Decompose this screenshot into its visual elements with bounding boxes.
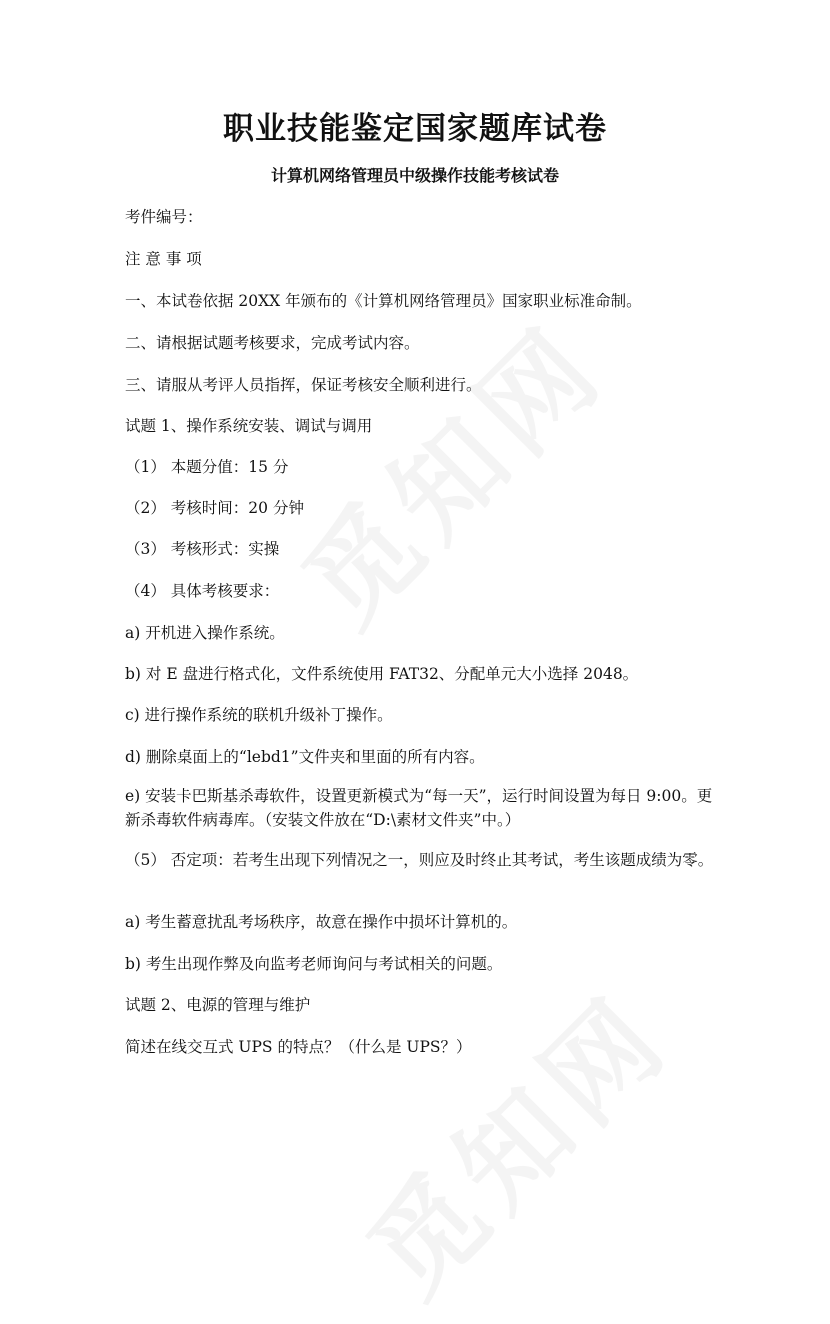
- requirement-item: c) 进行操作系统的联机升级补丁操作。: [125, 706, 393, 724]
- exam-number-label: 考件编号：: [125, 208, 203, 226]
- veto-item: b) 考生出现作弊及向监考老师询问与考试相关的问题。: [125, 955, 503, 973]
- page-subtitle: 计算机网络管理员中级操作技能考核试卷: [270, 166, 559, 185]
- question-detail: （2） 考核时间：20 分钟: [125, 499, 304, 517]
- page-title: 职业技能鉴定国家题库试卷: [223, 111, 607, 147]
- question-detail: （4） 具体考核要求：: [125, 582, 280, 600]
- notice-item: 三、请服从考评人员指挥，保证考核安全顺利进行。: [125, 376, 482, 394]
- notice-item: 一、本试卷依据 20XX 年颁布的《计算机网络管理员》国家职业标准命制。: [125, 292, 642, 310]
- question-heading: 试题 1、操作系统安装、调试与调用: [125, 417, 373, 435]
- question-heading: 试题 2、电源的管理与维护: [125, 996, 311, 1014]
- question-prompt: 简述在线交互式 UPS 的特点？（什么是 UPS？）: [125, 1038, 472, 1056]
- requirement-item: a) 开机进入操作系统。: [125, 624, 285, 642]
- notice-heading: 注 意 事 项: [125, 250, 202, 268]
- requirement-item: e) 安装卡巴斯基杀毒软件，设置更新模式为“每一天”，运行时间设置为每日 9:00。更新杀毒软件病毒库。（安装文件放在“D:\素材文件夹”中。）: [125, 787, 713, 829]
- veto-clause: （5） 否定项：若考生出现下列情况之一，则应及时终止其考试，考生该题成绩为零。: [125, 851, 714, 869]
- question-detail: （1） 本题分值：15 分: [125, 458, 289, 476]
- question-detail: （3） 考核形式：实操: [125, 540, 280, 558]
- requirement-item: d) 删除桌面上的“lebd1”文件夹和里面的所有内容。: [125, 748, 485, 766]
- requirement-item: b) 对 E 盘进行格式化，文件系统使用 FAT32、分配单元大小选择 2048。: [125, 665, 639, 683]
- notice-item: 二、请根据试题考核要求，完成考试内容。: [125, 334, 420, 352]
- veto-item: a) 考生蓄意扰乱考场秩序，故意在操作中损坏计算机的。: [125, 913, 518, 931]
